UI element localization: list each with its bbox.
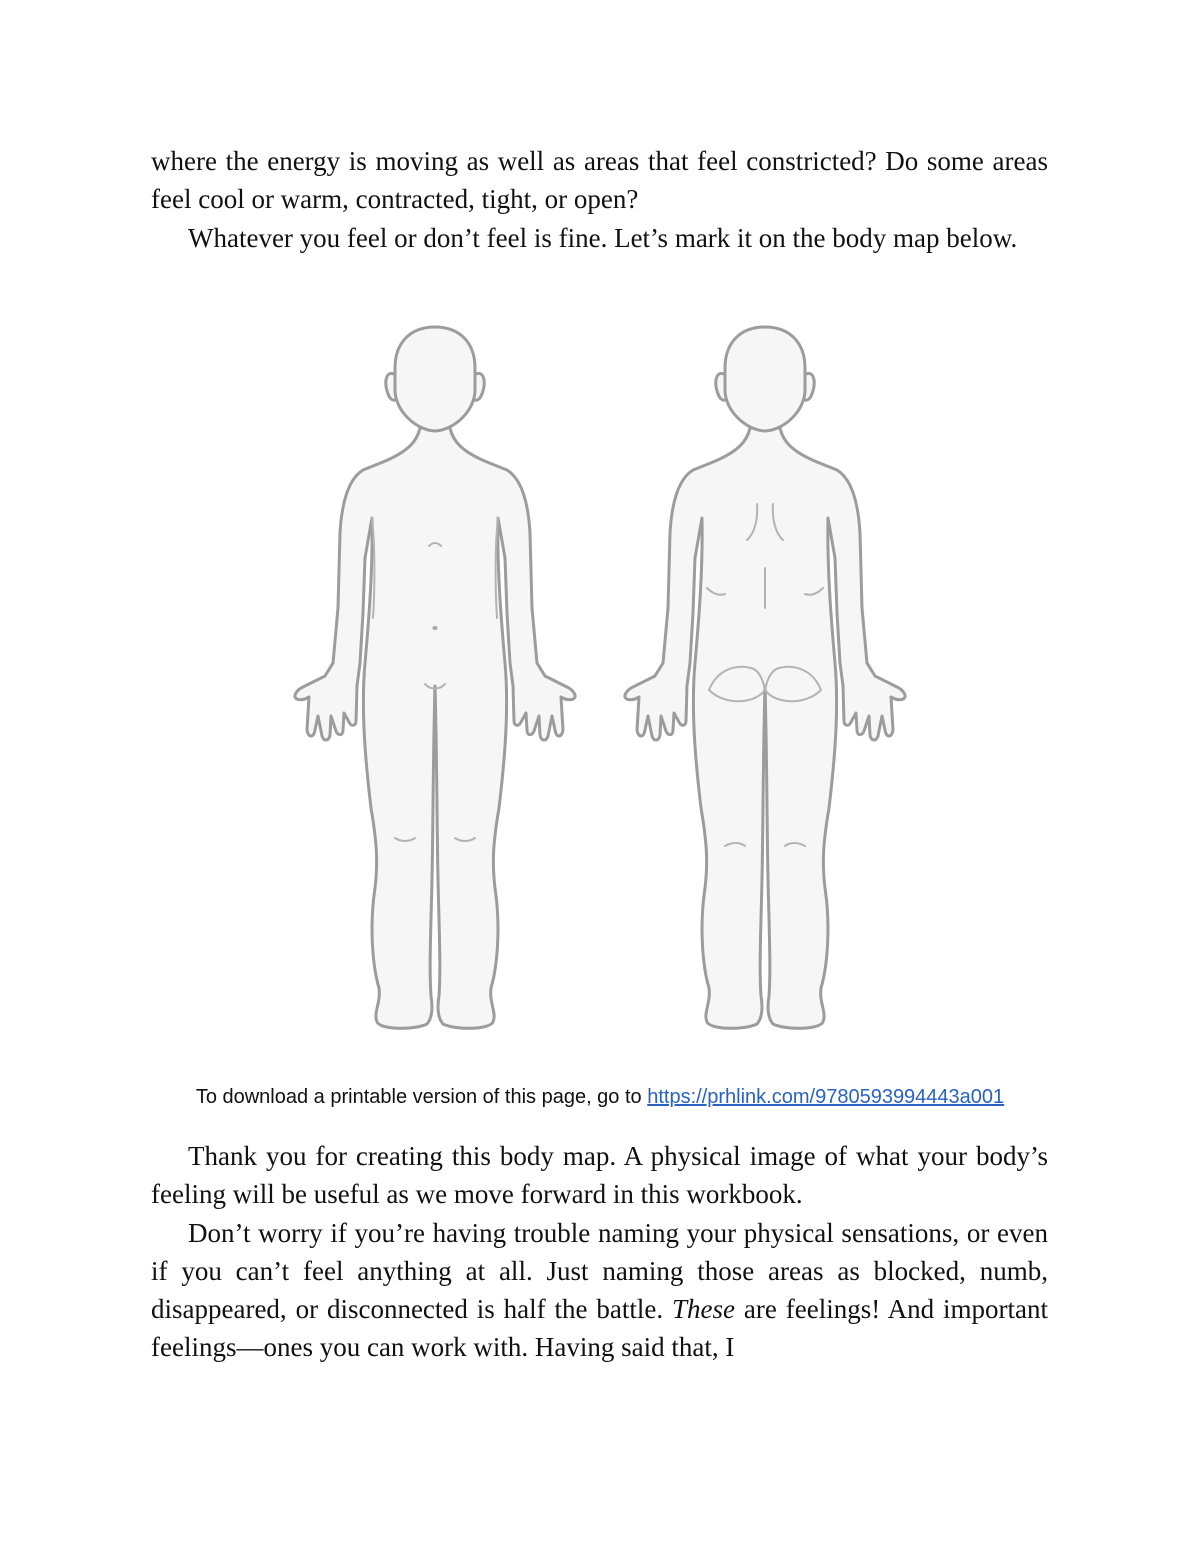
body-front-icon: [295, 327, 575, 1028]
body-map-figure: [280, 318, 920, 1038]
emphasis-these: These: [672, 1294, 736, 1325]
outro-text: [151, 1137, 1048, 1367]
outro-paragraph-1: Thank you for creating this body map. A physical image of what your body’s feeling will be useful as we move forward in this workbook.: [151, 1141, 1048, 1210]
body-map-svg: [280, 318, 920, 1038]
intro-paragraph-1: where the energy is moving as well as areas that feel constricted? Do some areas feel cool or warm, contracted, tight, or open?: [151, 146, 1048, 215]
body-back-icon: [625, 327, 905, 1028]
download-link[interactable]: https://prhlink.com/9780593994443a001: [647, 1086, 1005, 1108]
outro-paragraph-2-start: Don’t worry if you’re having trouble naming your physical sensations, or even if you can’t feel anything at all. Just naming those areas as blocked, numb, disappeared, or disconnected is half the battle.: [151, 1217, 1048, 1325]
intro-paragraph-2: Whatever you feel or don’t feel is fine. Let’s mark it on the body map below.: [188, 222, 1018, 253]
download-note: [0, 1086, 1200, 1109]
outro-paragraph-2: [151, 1214, 1048, 1367]
outro-paragraph-2-end: are feelings! And important feelings—ones you can work with. Having said that, I: [151, 1294, 1048, 1363]
download-prefix: To download a printable version of this page, go to: [195, 1086, 642, 1108]
intro-text: [151, 142, 1048, 257]
